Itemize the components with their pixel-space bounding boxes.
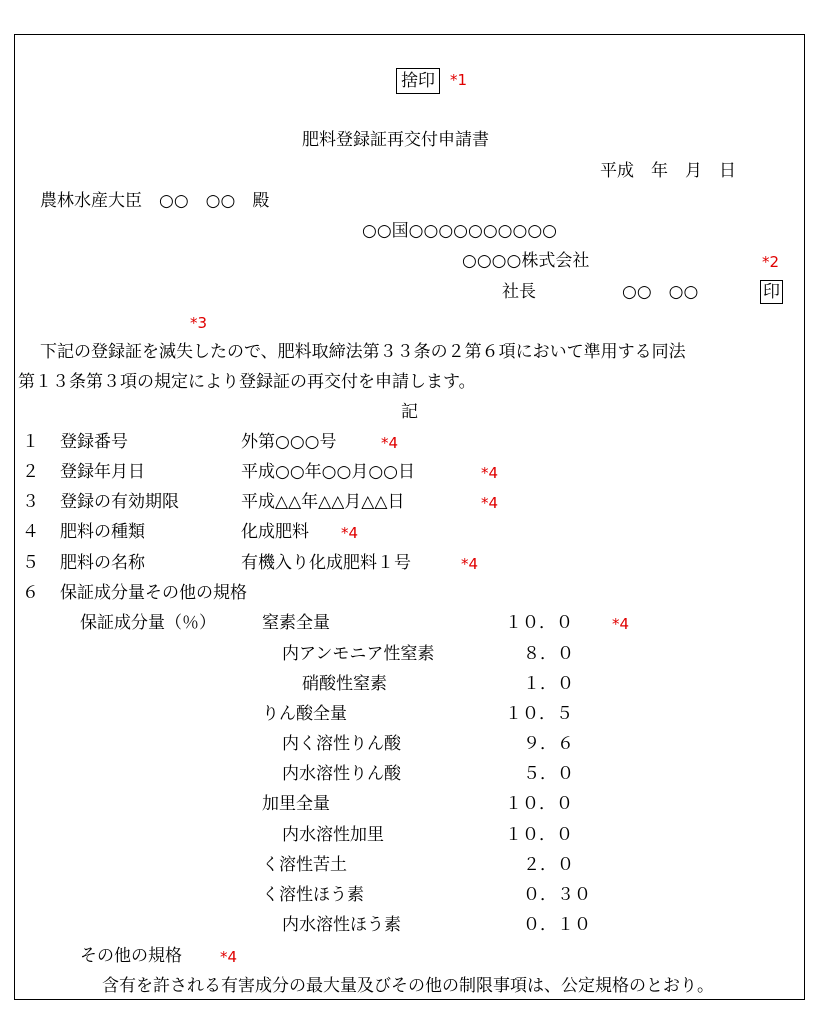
component-value: ８．０ [523, 644, 574, 664]
item-note-mark: *4 [461, 555, 479, 573]
body-line-1: 下記の登録証を滅失したので、肥料取締法第３３条の２第６項において準用する同法 [40, 342, 686, 362]
component-name: 窒素全量 [262, 613, 330, 633]
item-label: 登録年月日 [60, 462, 145, 482]
component-value: ９．６ [523, 734, 574, 754]
component-value: ０．１０ [523, 915, 591, 935]
other-spec-note-mark: *4 [220, 948, 238, 966]
ki-heading: 記 [401, 402, 418, 422]
guarantee-heading: 保証成分量（％） [80, 613, 216, 633]
item-value: 有機入り化成肥料１号 [241, 553, 411, 573]
item-number: ５ [22, 553, 39, 573]
component-value: ０．３０ [523, 885, 591, 905]
item-label: 登録の有効期限 [60, 492, 179, 512]
component-value: １．０ [523, 674, 574, 694]
item-value: 化成肥料 [241, 522, 309, 542]
stamp-box: 捨印 [396, 68, 440, 94]
component-name: 内水溶性ほう素 [282, 915, 401, 935]
component-name: く溶性苦土 [262, 855, 347, 875]
item-note-mark: *4 [341, 524, 359, 542]
item-label: 登録番号 [60, 432, 128, 452]
company-note-mark: *2 [762, 253, 780, 271]
component-value: １０．０ [505, 794, 573, 814]
guarantee-note-mark: *4 [612, 615, 630, 633]
item-number: ４ [22, 522, 39, 542]
item-value: 平成△△年△△月△△日 [241, 492, 405, 512]
applicant-name: ○○ ○○ [622, 282, 699, 302]
applicant-address: ○○国○○○○○○○○○○ [362, 221, 558, 241]
item-number: ２ [22, 462, 39, 482]
item-label: 肥料の名称 [60, 553, 145, 573]
component-name: 内水溶性りん酸 [282, 764, 401, 784]
component-name: 内く溶性りん酸 [282, 734, 401, 754]
component-name: 内アンモニア性窒素 [282, 644, 435, 664]
component-name: 内水溶性加里 [282, 825, 384, 845]
other-spec-text: 含有を許される有害成分の最大量及びその他の制限事項は、公定規格のとおり。 [102, 976, 714, 996]
component-name: 硝酸性窒素 [302, 674, 387, 694]
seal-box: 印 [760, 280, 783, 304]
item-number: ６ [22, 583, 39, 603]
item-note-mark: *4 [481, 494, 499, 512]
applicant-title: 社長 [502, 282, 536, 302]
item-note-mark: *4 [481, 464, 499, 482]
component-value: ５．０ [523, 764, 574, 784]
component-name: 加里全量 [262, 794, 330, 814]
document-title: 肥料登録証再交付申請書 [302, 130, 489, 150]
item-number: １ [22, 432, 39, 452]
item-label: 肥料の種類 [60, 522, 145, 542]
item-value: 外第○○○号 [241, 432, 337, 452]
component-name: りん酸全量 [262, 704, 347, 724]
item-label: 保証成分量その他の規格 [60, 583, 247, 603]
component-value: １０．０ [505, 825, 573, 845]
component-value: １０．０ [505, 613, 573, 633]
item-note-mark: *4 [381, 434, 399, 452]
item-value: 平成○○年○○月○○日 [241, 462, 416, 482]
stamp-note-mark: *1 [450, 71, 468, 89]
item-number: ３ [22, 492, 39, 512]
component-value: １０．５ [505, 704, 573, 724]
body-note-mark: *3 [190, 314, 208, 332]
other-spec-label: その他の規格 [80, 946, 182, 966]
body-line-2: 第１３条第３項の規定により登録証の再交付を申請します。 [18, 372, 476, 392]
component-name: く溶性ほう素 [262, 885, 364, 905]
date-line: 平成 年 月 日 [600, 161, 736, 181]
component-value: ２．０ [523, 855, 574, 875]
addressee: 農林水産大臣 ○○ ○○ 殿 [40, 191, 270, 211]
applicant-company: ○○○○株式会社 [462, 251, 590, 271]
